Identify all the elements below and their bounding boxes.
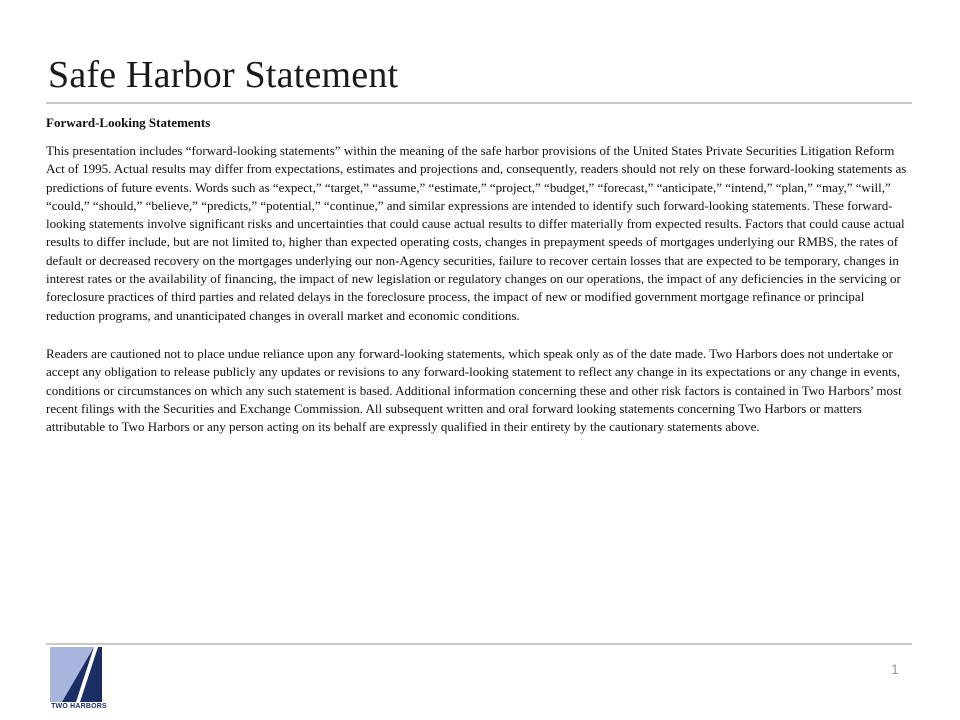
paragraph-readers-cautioned: Readers are cautioned not to place undue reliance upon any forward-looking statements, which speak only as of the date made. Two Harbors does not undertake or accept any obligation to release publicly any updates or revisions to any forward-looking statement to reflect any change in its expectations or any change in events, conditions or circumstances on which any such statement is based. Additional information concerning these and other risk factors is contained in Two Harbors’ most recent filings with the Securities and Exchange Commission. All subsequent written and oral forward looking statements concerning Two Harbors or matters attributable to Two Harbors or any person acting on its behalf are expressly qualified in their entirety by the cautionary statements above.	[46, 345, 902, 435]
section-heading: Forward-Looking Statements	[46, 115, 211, 130]
logo-wordmark: TWO HARBORS	[51, 703, 107, 710]
company-logo	[50, 647, 106, 715]
slide-body	[46, 114, 914, 456]
footer-divider	[46, 643, 912, 645]
page-number: 1	[891, 661, 899, 677]
two-harbors-logo-icon	[50, 647, 108, 703]
title-divider	[46, 102, 912, 104]
paragraph-forward-looking: This presentation includes “forward-looking statements” within the meaning of the safe harbor provisions of the United States Private Securities Litigation Reform Act of 1995. Actual results may differ from expectations, estimates and projections and, consequently, readers should not rely on these forward-looking statements as predictions of future events. Words such as “expect,” “target,” “assume,” “estimate,” “project,” “budget,” “forecast,” “anticipate,” “intend,” “plan,” “may,” “will,” “could,” “should,” “believe,” “predicts,” “potential,” “continue,” and similar expressions are intended to identify such forward-looking statements. These forward-looking statements involve significant risks and uncertainties that could cause actual results to differ materially from expected results. Factors that could cause actual results to differ include, but are not limited to, higher than expected operating costs, changes in prepayment speeds of mortgages underlying our RMBS, the rates of default or decreased recovery on the mortgages underlying our non-Agency securities, failure to recover certain losses that are expected to be temporary, changes in interest rates or the availability of financing, the impact of new legislation or regulatory changes on our operations, the impact of any deficiencies in the servicing or foreclosure practices of third parties and related delays in the foreclosure process, the impact of new or modified government mortgage refinance or principal reduction programs, and unanticipated changes in overall market and economic conditions.	[46, 143, 907, 323]
slide-title: Safe Harbor Statement	[48, 54, 399, 96]
